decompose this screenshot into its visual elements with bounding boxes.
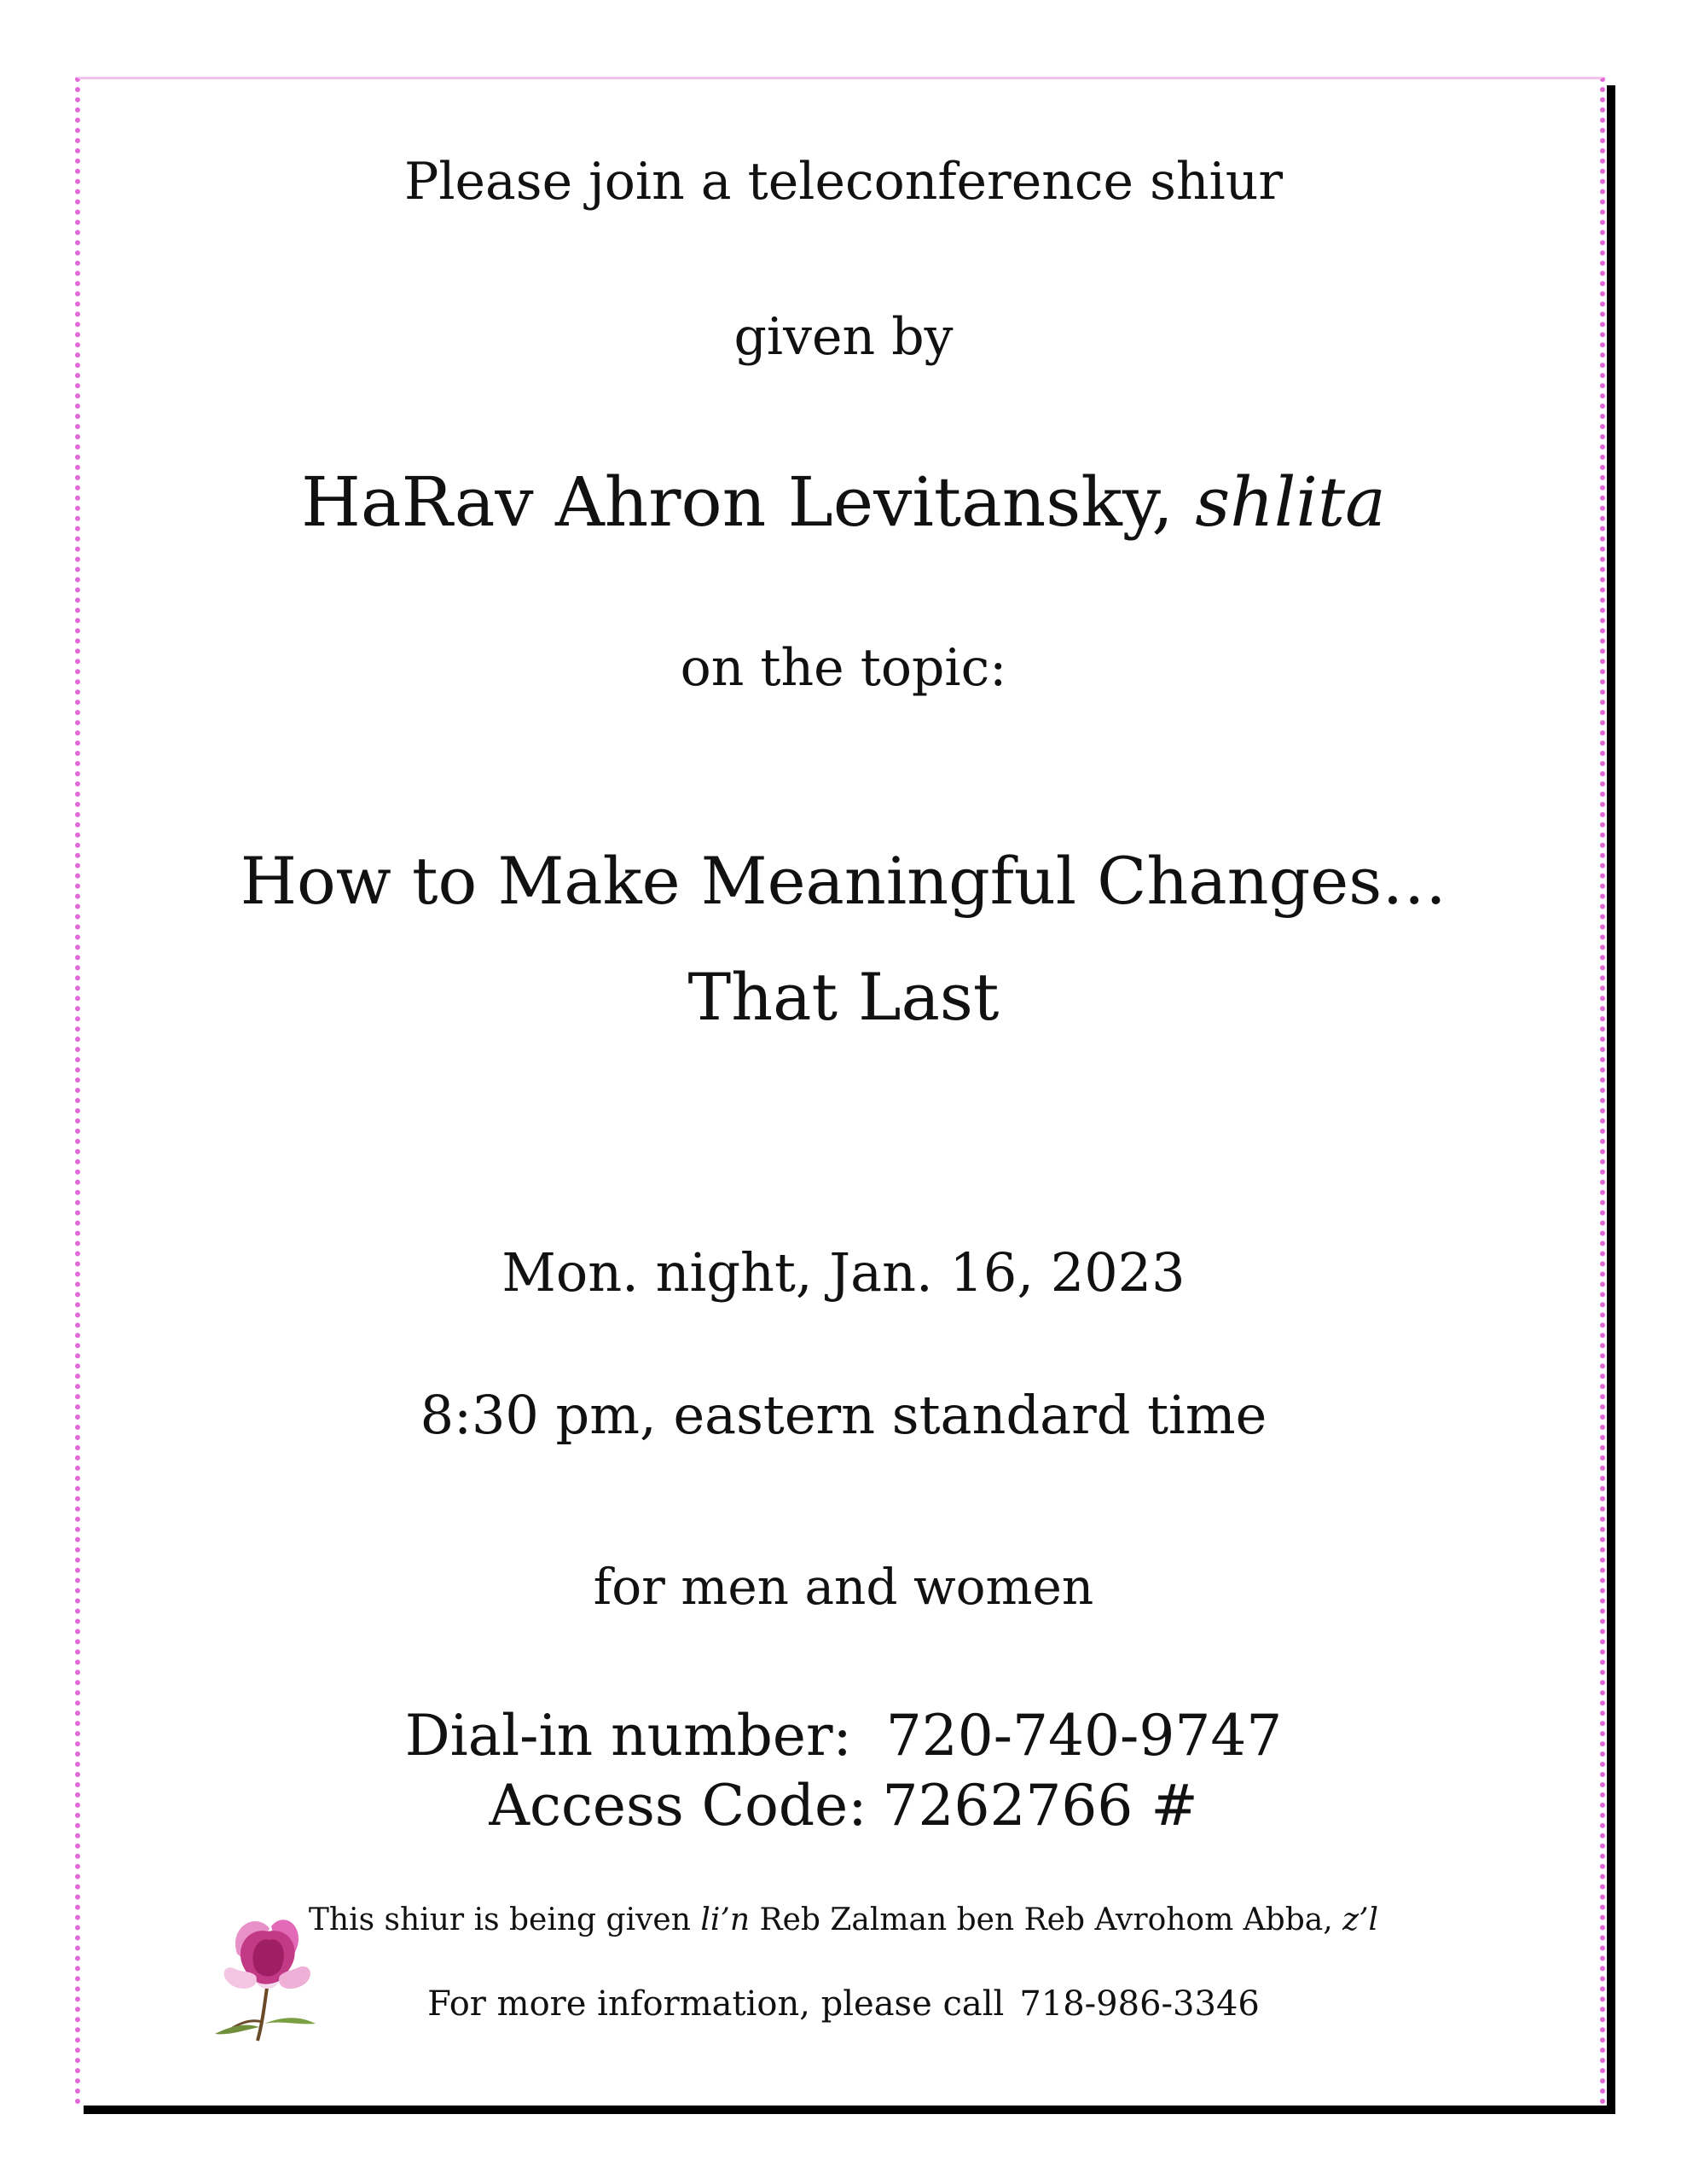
invitation-line: Please join a teleconference shiur [403,152,1284,212]
memorial-name: Reb Zalman ben Reb Avrohom Abba, [759,1902,1333,1937]
event-audience: for men and women [593,1558,1094,1616]
memorial-suffix: z’l [1342,1902,1379,1937]
speaker-name: HaRav Ahron Levitansky, [301,462,1174,542]
access-code-line [0,1773,1687,1838]
info-label: For more information, please call [427,1984,1005,2024]
memorial-lin: li’n [700,1902,751,1937]
info-phone: 718-986-3346 [1019,1984,1260,2024]
speaker-line [0,462,1687,542]
access-code-label: Access Code: [489,1773,867,1838]
magnolia-flower-icon [203,1902,331,2048]
event-date: Mon. night, Jan. 16, 2023 [501,1241,1186,1304]
topic-title-line2: That Last [687,959,1000,1035]
speaker-honorific: shlita [1195,462,1386,542]
border-shadow-bottom [84,2106,1615,2114]
dial-in-number: 720-740-9747 [885,1703,1283,1769]
access-code-value: 7262766 # [882,1773,1198,1838]
given-by-line: given by [733,307,954,367]
topic-title-line1: How to Make Meaningful Changes… [240,843,1447,919]
event-time: 8:30 pm, eastern standard time [420,1384,1267,1446]
dial-in-line [0,1703,1687,1769]
dial-in-label: Dial-in number: [404,1703,852,1769]
memorial-prefix: This shiur is being given [308,1902,691,1937]
topic-intro-line: on the topic: [680,638,1007,698]
